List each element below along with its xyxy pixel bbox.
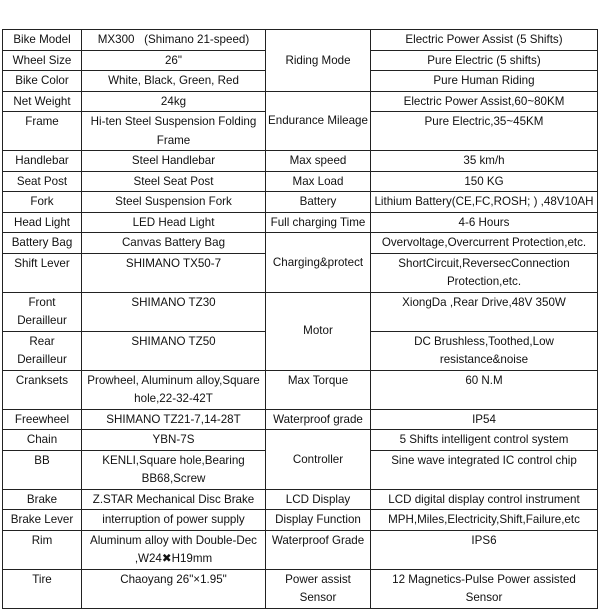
value-max-load: 150 KG xyxy=(371,171,598,192)
value-endurance-2: Pure Electric,35~45KM xyxy=(371,112,598,151)
value-riding-mode-1: Electric Power Assist (5 Shifts) xyxy=(371,30,598,51)
label-freewheel: Freewheel xyxy=(3,409,82,430)
table-row xyxy=(3,489,598,510)
label-motor: Motor xyxy=(266,292,371,370)
table-row xyxy=(3,569,598,608)
table-row xyxy=(3,212,598,233)
value-bike-color: White, Black, Green, Red xyxy=(82,71,266,92)
label-tire: Tire xyxy=(3,569,82,608)
value-charging-protect-1: Overvoltage,Overcurrent Protection,etc. xyxy=(371,233,598,254)
value-net-weight: 24kg xyxy=(82,91,266,112)
value-cranksets: Prowheel, Aluminum alloy,Square hole,22-32-42T xyxy=(82,370,266,409)
value-shift-lever: SHIMANO TX50-7 xyxy=(82,253,266,292)
label-shift-lever: Shift Lever xyxy=(3,253,82,292)
label-controller: Controller xyxy=(266,430,371,490)
label-brake-lever: Brake Lever xyxy=(3,510,82,531)
value-brake: Z.STAR Mechanical Disc Brake xyxy=(82,489,266,510)
value-fork: Steel Suspension Fork xyxy=(82,192,266,213)
value-head-light: LED Head Light xyxy=(82,212,266,233)
value-display-function: MPH,Miles,Electricity,Shift,Failure,etc xyxy=(371,510,598,531)
table-row xyxy=(3,510,598,531)
bike-spec-table xyxy=(2,29,598,609)
label-chain: Chain xyxy=(3,430,82,451)
value-waterproof-grade-2: IPS6 xyxy=(371,530,598,569)
value-riding-mode-2: Pure Electric (5 shifts) xyxy=(371,50,598,71)
label-max-speed: Max speed xyxy=(266,151,371,172)
value-motor-2: DC Brushless,Toothed,Low resistance&noise xyxy=(371,331,598,370)
label-waterproof-grade: Waterproof grade xyxy=(266,409,371,430)
value-waterproof-grade: IP54 xyxy=(371,409,598,430)
table-row xyxy=(3,233,598,254)
table-row xyxy=(3,530,598,569)
value-rim: Aluminum alloy with Double-Dec ,W24✖H19mm xyxy=(82,530,266,569)
table-row xyxy=(3,171,598,192)
label-fork: Fork xyxy=(3,192,82,213)
label-frame: Frame xyxy=(3,112,82,151)
value-controller-2: Sine wave integrated IC control chip xyxy=(371,450,598,489)
value-riding-mode-3: Pure Human Riding xyxy=(371,71,598,92)
label-wheel-size: Wheel Size xyxy=(3,50,82,71)
label-max-torque: Max Torque xyxy=(266,370,371,409)
value-tire: Chaoyang 26"×1.95" xyxy=(82,569,266,608)
value-max-speed: 35 km/h xyxy=(371,151,598,172)
label-bb: BB xyxy=(3,450,82,489)
value-motor-1: XiongDa ,Rear Drive,48V 350W xyxy=(371,292,598,331)
value-power-assist-sensor: 12 Magnetics-Pulse Power assisted Sensor xyxy=(371,569,598,608)
label-bike-model: Bike Model xyxy=(3,30,82,51)
label-full-charging-time: Full charging Time xyxy=(266,212,371,233)
value-frame: Hi-ten Steel Suspension Folding Frame xyxy=(82,112,266,151)
value-controller-1: 5 Shifts intelligent control system xyxy=(371,430,598,451)
label-waterproof-grade-2: Waterproof Grade xyxy=(266,530,371,569)
label-bike-color: Bike Color xyxy=(3,71,82,92)
value-bike-model: MX300 (Shimano 21-speed) xyxy=(82,30,266,51)
table-row xyxy=(3,430,598,451)
label-power-assist-sensor: Power assist Sensor xyxy=(266,569,371,608)
value-wheel-size: 26" xyxy=(82,50,266,71)
value-handlebar: Steel Handlebar xyxy=(82,151,266,172)
label-cranksets: Cranksets xyxy=(3,370,82,409)
value-chain: YBN-7S xyxy=(82,430,266,451)
value-rear-derailleur: SHIMANO TZ50 xyxy=(82,331,266,370)
value-bb: KENLI,Square hole,Bearing BB68,Screw xyxy=(82,450,266,489)
label-charging-protect: Charging&protect xyxy=(266,233,371,293)
label-display-function: Display Function xyxy=(266,510,371,531)
value-freewheel: SHIMANO TZ21-7,14-28T xyxy=(82,409,266,430)
value-brake-lever: interruption of power supply xyxy=(82,510,266,531)
table-row xyxy=(3,30,598,51)
label-riding-mode: Riding Mode xyxy=(266,30,371,92)
value-max-torque: 60 N.M xyxy=(371,370,598,409)
label-max-load: Max Load xyxy=(266,171,371,192)
value-full-charging-time: 4-6 Hours xyxy=(371,212,598,233)
label-lcd-display: LCD Display xyxy=(266,489,371,510)
value-lcd-display: LCD digital display control instrument xyxy=(371,489,598,510)
label-handlebar: Handlebar xyxy=(3,151,82,172)
label-rim: Rim xyxy=(3,530,82,569)
label-battery: Battery xyxy=(266,192,371,213)
label-endurance-mileage: Endurance Mileage xyxy=(266,91,371,151)
label-rear-derailleur: Rear Derailleur xyxy=(3,331,82,370)
label-brake: Brake xyxy=(3,489,82,510)
value-charging-protect-2: ShortCircuit,ReversecConnection Protection,etc. xyxy=(371,253,598,292)
value-seat-post: Steel Seat Post xyxy=(82,171,266,192)
table-row xyxy=(3,151,598,172)
label-front-derailleur: Front Derailleur xyxy=(3,292,82,331)
table-row xyxy=(3,192,598,213)
table-row xyxy=(3,91,598,112)
value-battery: Lithium Battery(CE,FC,ROSH; ) ,48V10AH xyxy=(371,192,598,213)
label-head-light: Head Light xyxy=(3,212,82,233)
value-front-derailleur: SHIMANO TZ30 xyxy=(82,292,266,331)
table-row xyxy=(3,370,598,409)
label-net-weight: Net Weight xyxy=(3,91,82,112)
value-battery-bag: Canvas Battery Bag xyxy=(82,233,266,254)
value-endurance-1: Electric Power Assist,60~80KM xyxy=(371,91,598,112)
label-seat-post: Seat Post xyxy=(3,171,82,192)
table-row xyxy=(3,409,598,430)
table-row xyxy=(3,292,598,331)
label-battery-bag: Battery Bag xyxy=(3,233,82,254)
